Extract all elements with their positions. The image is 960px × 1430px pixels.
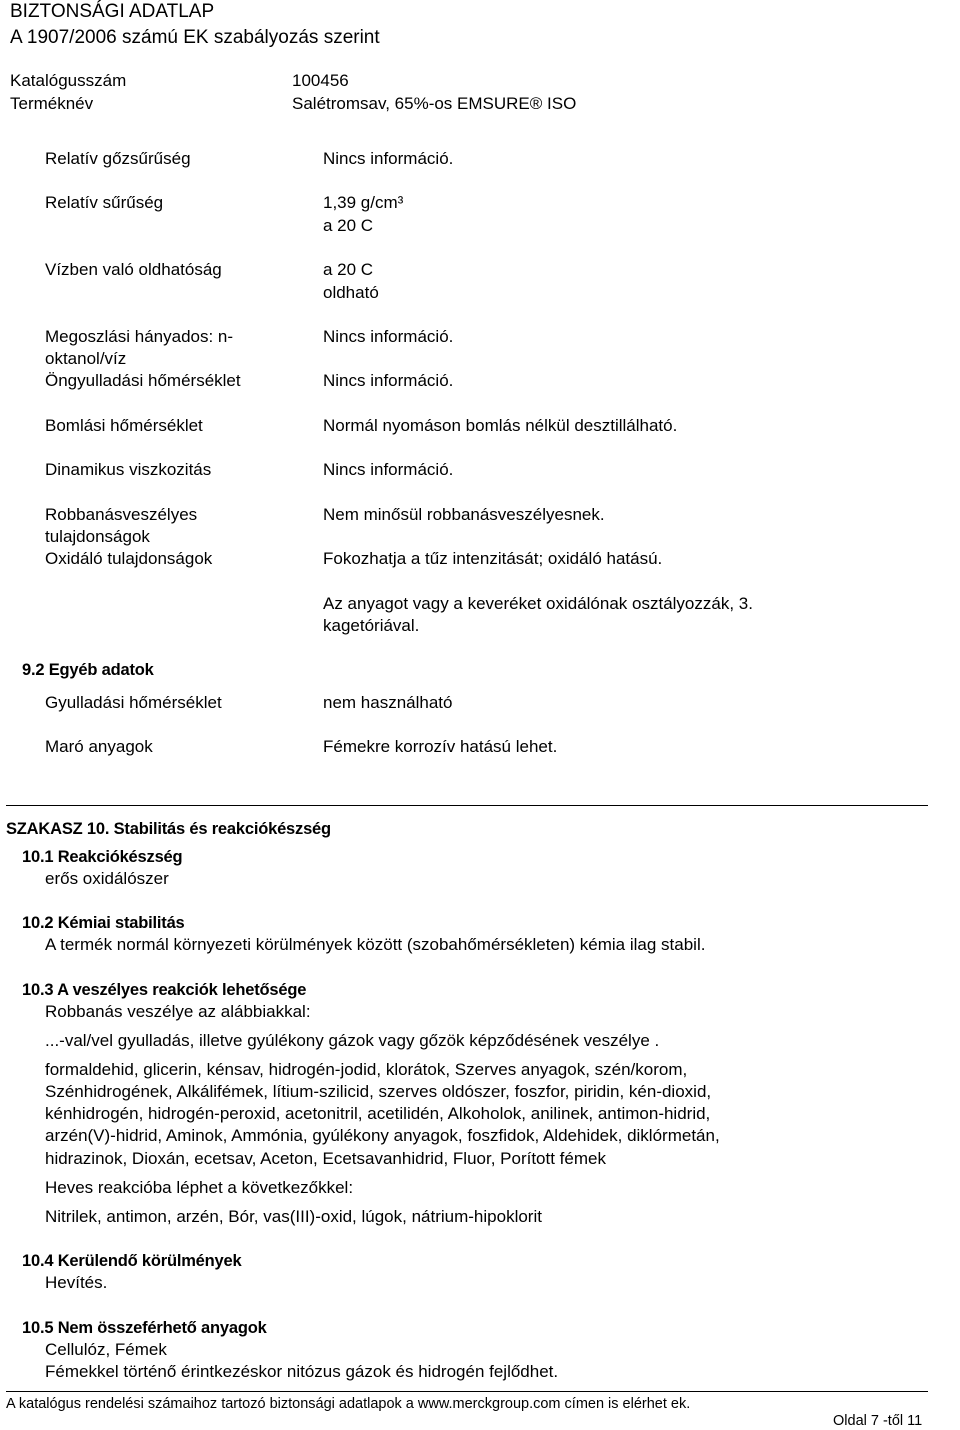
property-value: Nincs információ. <box>323 149 454 168</box>
property-value: 1,39 g/cm³ <box>323 193 404 212</box>
section-10-3-list-line: kénhidrogén, hidrogén-peroxid, acetonitril, acetilidén, Alkoholok, anilinek, antimon-hidrid, <box>45 1104 711 1123</box>
section-10-4-text: Hevítés. <box>45 1273 108 1292</box>
property-label: Relatív sűrűség <box>45 193 164 212</box>
section-10-3-ignition: ...-val/vel gyulladás, illetve gyúlékony gázok vagy gőzök képződésének veszélye . <box>45 1031 660 1050</box>
footer-divider <box>6 1391 928 1392</box>
property-value: Az anyagot vagy a keveréket oxidálónak osztályozzák, 3. <box>323 594 753 613</box>
property-value: nem használható <box>323 693 453 712</box>
section-10-1-heading: 10.1 Reakciókészség <box>22 848 183 866</box>
property-value: Nem minősül robbanásveszélyesnek. <box>323 505 605 524</box>
section-10-3-intro: Robbanás veszélye az alábbiakkal: <box>45 1002 311 1021</box>
property-value: Nincs információ. <box>323 327 454 346</box>
property-label: Dinamikus viszkozitás <box>45 460 212 479</box>
property-value: Nincs információ. <box>323 460 454 479</box>
property-value: Fokozhatja a tűz intenzitását; oxidáló hatású. <box>323 549 663 568</box>
section-10-4-heading: 10.4 Kerülendő körülmények <box>22 1252 242 1270</box>
property-label: Megoszlási hányados: n- <box>45 327 234 346</box>
property-value: Nincs információ. <box>323 371 454 390</box>
property-label: Gyulladási hőmérséklet <box>45 693 222 712</box>
property-value: Normál nyomáson bomlás nélkül desztillálható. <box>323 416 678 435</box>
property-value: kagetóriával. <box>323 616 420 635</box>
section-10-5-text: Cellulóz, Fémek <box>45 1340 167 1359</box>
product-name-label: Terméknév <box>10 94 94 113</box>
property-label: Relatív gőzsűrűség <box>45 149 191 168</box>
property-label: Vízben való oldhatóság <box>45 260 222 279</box>
property-label: tulajdonságok <box>45 527 150 546</box>
catalog-number-label: Katalógusszám <box>10 71 127 90</box>
section-10-3-list-line: Szénhidrogének, Alkálifémek, lítium-szilicid, szerves oldószer, foszfor, piridin, kén-dioxid, <box>45 1082 712 1101</box>
property-label: Oxidáló tulajdonságok <box>45 549 213 568</box>
section-10-3-list-line: arzén(V)-hidrid, Aminok, Ammónia, gyúlékony anyagok, foszfidok, Aldehidek, diklórmetán, <box>45 1126 720 1145</box>
section-10-5-heading: 10.5 Nem összeférhető anyagok <box>22 1319 267 1337</box>
section-10-5-text: Fémekkel történő érintkezéskor nitózus gázok és hidrogén fejlődhet. <box>45 1362 559 1381</box>
property-label: Robbanásveszélyes <box>45 505 198 524</box>
section-10-3-violent-label: Heves reakcióba léphet a következőkkel: <box>45 1178 354 1197</box>
section-10-heading: SZAKASZ 10. Stabilitás és reakciókészség <box>6 820 331 838</box>
property-label: oktanol/víz <box>45 349 127 368</box>
section-10-3-heading: 10.3 A veszélyes reakciók lehetősége <box>22 981 307 999</box>
section-10-3-list-line: formaldehid, glicerin, kénsav, hidrogén-jodid, klorátok, Szerves anyagok, szén/korom, <box>45 1060 688 1079</box>
section-divider <box>6 805 928 806</box>
catalog-number-value: 100456 <box>292 71 349 90</box>
property-value: a 20 C <box>323 260 374 279</box>
property-value: Fémekre korrozív hatású lehet. <box>323 737 558 756</box>
product-name-value: Salétromsav, 65%-os EMSURE® ISO <box>292 94 577 113</box>
property-value: oldható <box>323 283 379 302</box>
section-10-2-text: A termék normál környezeti körülmények között (szobahőmérsékleten) kémia ilag stabil. <box>45 935 706 954</box>
page-number: Oldal 7 -től 11 <box>833 1413 923 1429</box>
footer-note: A katalógus rendelési számaihoz tartozó biztonsági adatlapok a www.merckgroup.com címen is elérhet ek. <box>6 1396 691 1412</box>
section-10-3-violent-list: Nitrilek, antimon, arzén, Bór, vas(III)-oxid, lúgok, nátrium-hipoklorit <box>45 1207 542 1226</box>
section-10-3-list-line: hidrazinok, Dioxán, ecetsav, Aceton, Ecetsavanhidrid, Fluor, Porított fémek <box>45 1149 606 1168</box>
section-10-2-heading: 10.2 Kémiai stabilitás <box>22 914 185 932</box>
document-title: BIZTONSÁGI ADATLAP <box>10 1 215 22</box>
property-label: Öngyulladási hőmérséklet <box>45 371 241 390</box>
document-subtitle: A 1907/2006 számú EK szabályozás szerint <box>10 27 380 48</box>
property-label: Maró anyagok <box>45 737 153 756</box>
section-10-1-text: erős oxidálószer <box>45 869 169 888</box>
property-label: Bomlási hőmérséklet <box>45 416 203 435</box>
section-9-2-heading: 9.2 Egyéb adatok <box>22 661 154 679</box>
property-value: a 20 C <box>323 216 374 235</box>
